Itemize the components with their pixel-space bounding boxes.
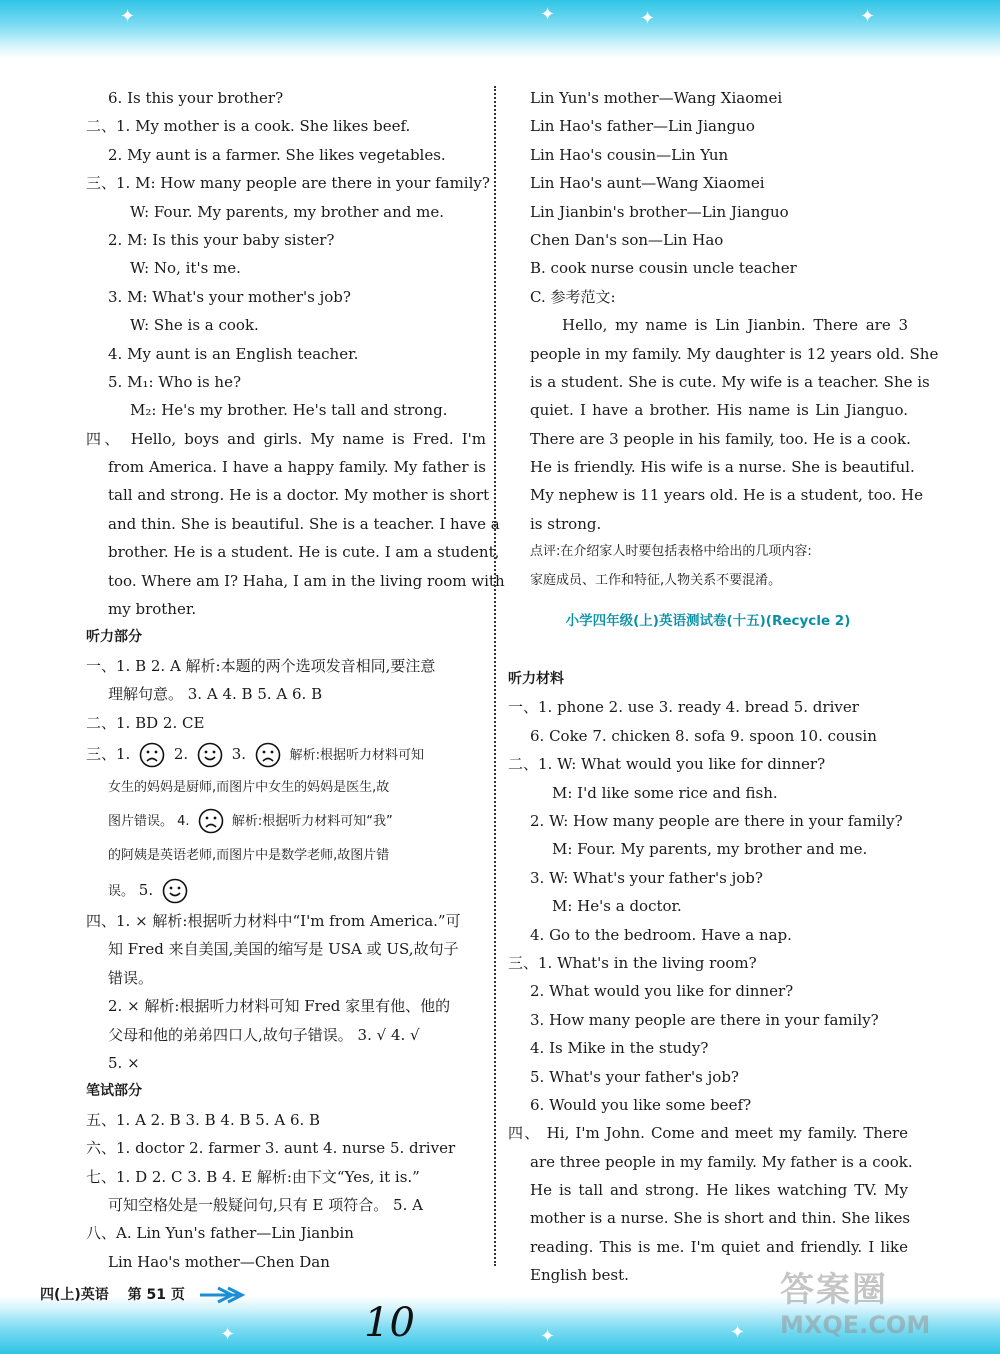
- sparkle-icon: ✦: [220, 1324, 236, 1345]
- column-divider: [494, 86, 496, 1266]
- text-line: tall and strong. He is a doctor. My mother is short: [108, 486, 490, 505]
- text-line: 4. Is Mike in the study?: [530, 1039, 709, 1058]
- text-line: He is tall and strong. He likes watching TV. My: [530, 1181, 908, 1200]
- text-line: He is friendly. His wife is a nurse. She is beautiful.: [530, 458, 915, 477]
- text-line: is a student. She is cute. My wife is a teacher. She is: [530, 372, 930, 391]
- sad-face-icon: [198, 808, 224, 834]
- text-line: 5. M₁: Who is he?: [108, 372, 241, 391]
- text-line: 错误。: [108, 968, 154, 987]
- text-line: M: Four. My parents, my brother and me.: [552, 840, 868, 859]
- text-line: 听力材料: [508, 671, 564, 688]
- explanation-text: 解析:根据听力材料可知: [289, 747, 425, 763]
- text-line: 2. My aunt is a farmer. She likes vegetables.: [108, 145, 446, 164]
- text-line: 3. M: What's your mother's job?: [108, 287, 351, 306]
- answer-text: 三、1.: [86, 744, 131, 763]
- text-line: is strong.: [530, 514, 602, 533]
- text-line: Lin Jianbin's brother—Lin Jianguo: [530, 202, 789, 221]
- site-watermark: [780, 1262, 990, 1342]
- sad-face-icon: [139, 742, 165, 768]
- text-line: 三、1. M: How many people are there in your family?: [86, 174, 490, 193]
- text-line: 四、 Hi, I'm John. Come and meet my family. There: [508, 1124, 908, 1143]
- text-line: 八、A. Lin Yun's father—Lin Jianbin: [86, 1224, 354, 1243]
- watermark-logo-text: 答案圈: [780, 1270, 888, 1310]
- left-text-block-a: [86, 84, 505, 737]
- text-line: 五、1. A 2. B 3. B 4. B 5. A 6. B: [86, 1110, 321, 1129]
- sparkle-icon: ✦: [540, 1326, 556, 1347]
- text-line: 6. Coke 7. chicken 8. sofa 9. spoon 10. cousin: [530, 726, 877, 745]
- text-line: Lin Hao's mother—Chen Dan: [108, 1252, 330, 1271]
- text-line: people in my family. My daughter is 12 years old. She: [530, 344, 939, 363]
- text-line: 2. M: Is this your baby sister?: [108, 230, 335, 249]
- footer-grade: 四(上)英语: [40, 1287, 109, 1303]
- text-line: C. 参考范文:: [530, 287, 616, 306]
- text-line: Lin Hao's cousin—Lin Yun: [530, 145, 729, 164]
- left-text-block-b: [86, 907, 486, 1276]
- section3-line3: [86, 805, 486, 839]
- sparkle-icon: ✦: [730, 1322, 746, 1343]
- text-line: 2. W: How many people are there in your family?: [530, 811, 903, 830]
- text-line: 2. × 解析:根据听力材料可知 Fred 家里有他、他的: [108, 997, 451, 1016]
- text-line: 小学四年级(上)英语测试卷(十五)(Recycle 2): [565, 613, 851, 630]
- left-column: [86, 84, 505, 1276]
- sparkle-icon: ✦: [120, 6, 136, 27]
- text-line: 一、1. phone 2. use 3. ready 4. bread 5. driver: [508, 698, 859, 717]
- section3-line1: [86, 737, 486, 771]
- text-line: W: She is a cook.: [130, 316, 259, 335]
- text-line: 四、 Hello, boys and girls. My name is Fred. I'm: [86, 429, 486, 448]
- text-line: 5. What's your father's job?: [530, 1067, 739, 1086]
- sparkle-icon: ✦: [540, 4, 556, 25]
- text-line: Hello, my name is Lin Jianbin. There are 3: [562, 316, 908, 335]
- text-line: are three people in my family. My father is a cook.: [530, 1152, 913, 1171]
- text-line: 2. What would you like for dinner?: [530, 982, 794, 1001]
- arrow-icon: [198, 1286, 250, 1304]
- text-line: reading. This is me. I'm quiet and friendly. I like: [530, 1237, 908, 1256]
- text-line: 家庭成员、工作和特征,人物关系不要混淆。: [530, 572, 782, 588]
- right-text-block: [508, 84, 939, 1290]
- text-line: brother. He is a student. He is cute. I am a student,: [108, 543, 500, 562]
- section3-line5: [86, 873, 486, 907]
- text-line: 3. W: What's your father's job?: [530, 868, 763, 887]
- text-line: 4. My aunt is an English teacher.: [108, 344, 359, 363]
- explanation-text: 误。: [108, 883, 135, 899]
- text-line: 二、1. BD 2. CE: [86, 713, 205, 732]
- text-line: W: Four. My parents, my brother and me.: [130, 202, 445, 221]
- sparkle-icon: ✦: [860, 6, 876, 27]
- text-line: my brother.: [108, 600, 197, 619]
- explanation-text: 女生的妈妈是厨师,而图片中女生的妈妈是医生,故: [108, 779, 390, 795]
- text-line: 七、1. D 2. C 3. B 4. E 解析:由下文“Yes, it is.”: [86, 1167, 420, 1186]
- text-line: too. Where am I? Haha, I am in the living room with: [108, 571, 505, 590]
- text-line: 3. How many people are there in your family?: [530, 1010, 879, 1029]
- explanation-text: 解析:根据听力材料可知“我”: [231, 813, 393, 829]
- handwritten-page-number: 10: [364, 1300, 415, 1346]
- text-line: B. cook nurse cousin uncle teacher: [530, 259, 797, 278]
- text-line: Lin Hao's father—Lin Jianguo: [530, 117, 755, 136]
- text-line: 6. Is this your brother?: [108, 89, 284, 107]
- text-line: 知 Fred 来自美国,美国的缩写是 USA 或 US,故句子: [108, 940, 459, 959]
- text-line: 点评:在介绍家人时要包括表格中给出的几项内容:: [530, 544, 812, 560]
- text-line: My nephew is 11 years old. He is a student, too. He: [530, 486, 924, 505]
- text-line: 三、1. What's in the living room?: [508, 953, 757, 972]
- text-line: 二、1. W: What would you like for dinner?: [508, 755, 826, 774]
- text-line: Lin Yun's mother—Wang Xiaomei: [530, 89, 783, 107]
- text-line: 四、1. × 解析:根据听力材料中“I'm from America.”可: [86, 911, 461, 930]
- answer-text: 3.: [231, 744, 247, 763]
- answer-text: 2.: [173, 744, 189, 763]
- right-column: [508, 84, 939, 1290]
- text-line: 笔试部分: [86, 1083, 142, 1100]
- footer-page-number: 第 51 页: [127, 1287, 185, 1303]
- top-decorative-band: [0, 0, 1000, 58]
- text-line: M: I'd like some rice and fish.: [552, 783, 778, 802]
- text-line: M: He's a doctor.: [552, 897, 682, 916]
- answer-text: 4.: [177, 813, 190, 829]
- text-line: W: No, it's me.: [130, 259, 241, 278]
- explanation-text: 图片错误。: [108, 813, 174, 829]
- text-line: quiet. I have a brother. His name is Lin Jianguo.: [530, 401, 908, 420]
- text-line: and thin. She is beautiful. She is a teacher. I have a: [108, 514, 500, 533]
- text-line: 二、1. My mother is a cook. She likes beef.: [86, 117, 411, 136]
- text-line: 5. ×: [108, 1053, 140, 1072]
- text-line: 听力部分: [86, 629, 142, 646]
- text-line: 6. Would you like some beef?: [530, 1095, 752, 1114]
- text-line: [508, 635, 908, 665]
- text-line: mother is a nurse. She is short and thin. She likes: [530, 1209, 911, 1228]
- text-line: 理解句意。 3. A 4. B 5. A 6. B: [108, 685, 323, 704]
- answer-text: 5.: [138, 880, 154, 899]
- text-line: Chen Dan's son—Lin Hao: [530, 230, 724, 249]
- happy-face-icon: [197, 742, 223, 768]
- text-line: 一、1. B 2. A 解析:本题的两个选项发音相同,要注意: [86, 656, 436, 675]
- text-line: Lin Hao's aunt—Wang Xiaomei: [530, 174, 765, 193]
- explanation-text: 的阿姨是英语老师,而图片中是数学老师,故图片错: [108, 847, 390, 863]
- text-line: from America. I have a happy family. My father is: [108, 458, 486, 477]
- text-line: 父母和他的弟弟四口人,故句子错误。 3. √ 4. √: [108, 1025, 420, 1044]
- text-line: 4. Go to the bedroom. Have a nap.: [530, 925, 792, 944]
- watermark-url: MXQE.COM: [780, 1311, 931, 1339]
- text-line: 六、1. doctor 2. farmer 3. aunt 4. nurse 5. driver: [86, 1139, 456, 1158]
- text-line: M₂: He's my brother. He's tall and strong.: [130, 401, 448, 420]
- text-line: 可知空格处是一般疑问句,只有 E 项符合。 5. A: [108, 1195, 423, 1214]
- text-line: English best.: [530, 1266, 629, 1285]
- happy-face-icon: [162, 878, 188, 904]
- sparkle-icon: ✦: [640, 8, 656, 29]
- text-line: There are 3 people in his family, too. He is a cook.: [530, 429, 911, 448]
- page-footer: [40, 1284, 250, 1304]
- sad-face-icon: [255, 742, 281, 768]
